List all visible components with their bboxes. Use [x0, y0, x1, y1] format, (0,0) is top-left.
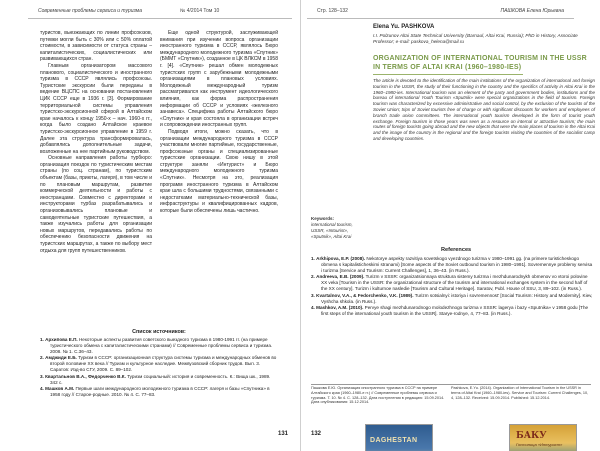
page-number: 131	[277, 431, 288, 437]
right-page-header	[307, 8, 574, 19]
title-rule	[373, 74, 523, 75]
keywords-text: international tourism, USSR, «Intourist», «Sputnik», Altai Krai	[311, 222, 353, 239]
header-author: ПАШКОВА Елена Юрьевна	[500, 8, 564, 14]
keywords-block	[311, 216, 367, 240]
citation-footnote-ru: Пашкова Е.Ю. Организация иностранного туризма в СССР на примере Алтайского края (1960–1980-е гг.) // Современные проблемы сервиса и туризма. Т. 10. № 4. С. 128–132. Дата поступления в редакцию: 15.09.2014. Дата опубликования: 15.12.2014.	[311, 386, 445, 405]
journal-volume: № 4/2014 Том 10	[180, 8, 220, 14]
reference-item: 3. Kvartalnov, V.A., & Fedorchenko, V.K. (1989). Turizm sotsialnyi: istoriya i sovremennost' [Social Tourism: History and Modernity]. Kiev, Vyshcha shkola. (in Russ.).	[311, 292, 593, 304]
left-column-2	[160, 30, 278, 215]
sources-title: Список источников:	[132, 329, 186, 335]
page-number: 132	[311, 431, 322, 437]
baku-postcard-image	[509, 424, 577, 451]
paragraph: Основные направления работы турбюро: организация поездок по туристическим местам страны (по соц. странам), по туристским объектам (базы, приюты, лагеря), в том числе и по плановым маршрутам, развитие коммерческой деятельности и работы с иностранцами. Совместно с директорами и инструкторами турбаз разрабатывались и организовывались плановые и самодеятельные туристские путешествия, а также изучались работы для организации новых маршрутов, передавались работы по обеспечению безопасности движения на туристских маршрутах, а также по выбору мест отдыха для групп путешественников.	[40, 155, 152, 254]
footnote-divider	[311, 384, 591, 385]
author-name: Elena Yu. PASHKOVA	[373, 24, 435, 30]
left-page-header	[28, 8, 292, 19]
abstract: The article is devoted to the identification of the main institutions of the organization of international and foreign tourism in the USSR, the study of their functioning in the country and the specifics of activity in Altai Krai in the 1960–1980-ies. International tourism was an element of the party and government bodies, institutions and the bureau of international Youth Tourism «Sputnik» were special organizations in the field of tourism. Foreign tourism was characterized by excessive administrative and social control, by the exclusion of the tourists of the Soviet Union; trips of Soviet tourists free of charge or with significant discounts for workers and employees of branch trade union committees. The international youth tourism developed in the form of tourist youth exchange. Foreign tourism in those years was seen as a resource on internal or attractive tourism; the main routes of foreign tourists going abroad and the new objects that were the main places of tourism in the Altai Krai and the image of the country in the regional and the foreign tourists visiting the countries of the socialist camp and developing countries.	[373, 78, 595, 141]
source-item: 3. Квартальнов В.А., Федорченко В.К. Туризм социальный: история и современность. К.: Вища шк., 1989. 342 с.	[40, 373, 271, 385]
paragraph: Главным организатором массового планового, социалистического и иностранного туризма в СССР являлись профсоюзы. Туристские экскурсии были переданы в ведение ВЦСПС на основании постановления ЦИК СССР еще в 1936 г. [3]. Формирование территориальной системы управления туристско-экскурсионной сферой в Алтайском крае началось к концу 1950-х – нач. 1960-х гг., когда было создано Алтайское краевое туристско-экскурсионное управление в 1959 г. Далее эта структура трансформировалась, добавлялись дополнительные задачи, возложенные на нее партийным руководством.	[40, 62, 152, 155]
source-item: 1. Архипова Е.П. Некоторые аспекты развития советского выездного туризма в 1980-1991 гг. (на примере туристического обмена с капиталистическими странами) // Современные проблемы сервиса и туризма. 2008. № 1. С.36–43.	[40, 337, 273, 354]
references-list	[311, 256, 593, 318]
right-page	[301, 0, 600, 451]
source-item: 4. Машков А.М. Первые шаги международного молодежного туризма в СССР: лагеря и базы «Спутника» в 1958 году // Старое-родные. 2010. № 4. С. 77–83.	[40, 386, 270, 398]
reference-item: 1. Arkhipova, E.P. (2008). Nekotorye aspekty razvitiya sovetskogo vyezdnogo turizma v 1980–1991 gg. (na primere turisticheskogo obmena s kapitalisticheskimi stranami) [Some aspects of the Soviet outbound tourism in 1980–1991]. Sovremennye problemy servisa i turizma [Service and Tourism: Current Challenges], 1, 36–43. (in Russ.).	[311, 256, 593, 273]
reference-item: 4. Mashkov, A.M. (2010). Pervye shagi mezhdunarodnogo molodezhnogo turizma v SSSR: lagerya i bazy «Sputnika» v 1958 godu [The first steps of the international youth tourism in the USSR]. Starye-rodnye, 4, 77–83. (in Russ.).	[311, 305, 589, 317]
author-affiliation: I.I. Polzunov Altai State Technical University (Barnaul, Altai Krai, Russia); PhD in History, Associate Professor; e-mail: paskova_helena@mail.ru	[373, 33, 578, 44]
daghestan-caption: DAGHESTAN	[370, 437, 418, 444]
daghestan-postcard-image	[365, 424, 433, 451]
citation-footnote-en: Pashkova, E.Yu. (2014). Organization of International Tourism in the USSR in terms of Altai Krai (1960–1980-ies). Service and Tourism: Current Challenges, 10, 4, 128–132. Received: 15.09.2014. Published: 15.12.2014.	[451, 386, 589, 400]
left-column-1	[40, 30, 152, 254]
paragraph: Подводя итоги, можно сказать, что в организации международного туризма в СССР участвовали многие партийные, государственные, профсоюзные органы и специализированные туристские организации. Свою нишу в этой структуре заняли «Интурист» и Бюро международного молодежного туризма «Спутник». Несмотря на это, реализация программ иностранного туризма в Алтайском крае шла с большими трудностями, связанными с недостатками материально-технической базы, инфраструктуры и квалифицированных кадров, которые были обеспечены лишь частично.	[160, 128, 278, 215]
paragraph: Еще одной структурой, заслуживающей внимания при изучении вопроса организации иностранного туризма в СССР, являлось Бюро международного молодежного туризма «Спутник» (БММТ «Спутник»), созданное в ЦК ВЛКСМ в 1958 г. [4]. «Спутник» решал обмен молодежных туристских групп с зарубежными молодежными организациями в плановых условиях. Молодежный международный туризм рассматривался как инструмент идеологического влияния, как форма распространения информации об СССР и условиях «железного занавеса». Специфика работы Алтайского бюро «Спутник» и края состояла в организации встреч и сопровождении иностранных групп.	[160, 30, 278, 129]
article-title: ORGANIZATION OF INTERNATIONAL TOURISM IN THE USSR IN TERMS OF ALTAI KRAI (1960–1980-IES)	[373, 55, 587, 71]
baku-subcaption: Гостиница «Интурист»	[516, 442, 563, 447]
keywords-title: Keywords:	[311, 216, 335, 221]
baku-caption: БАКУ	[516, 431, 547, 441]
reference-item: 2. Andreeva, E.B. (2009). Turizm v SSSR: organizatsionnaya struktura sistemy turizma i mezhdunarodnykh obmenov vo vtoroi polovine XX veka [Tourism in the USSR: the organizational structure of the tourism and international exchanges system in the second half of the XX century]. Turizm i kulturnoe nasledie [Tourism and Cultural Heritage]. Saratov, Publ. House of SSU, 3, 89–102. (in Russ.).	[311, 274, 588, 292]
source-item: 2. Амджиди Е.Б. Туризм в СССР: организационная структура системы туризма и международных обменов во второй половине XX века // Туризм и культурное наследие. Межвузовский сборник трудов. Вып. 3. Саратов: Изд-во СГУ, 2009. С. 89–102.	[40, 355, 277, 373]
sources-list	[40, 337, 278, 399]
journal-title: Современные проблемы сервиса и туризма	[38, 8, 143, 14]
paragraph: туристов, выезжающих по линии профсоюзов, путевки могли быть с 30% или с 50% оплатой стоимости, в зависимости от статуса страны – капиталистических, социалистических или развивающихся стран.	[40, 30, 152, 63]
references-title: References	[441, 247, 472, 253]
photo-strip	[365, 424, 595, 451]
page-range: Стр. 128–132	[317, 8, 348, 14]
